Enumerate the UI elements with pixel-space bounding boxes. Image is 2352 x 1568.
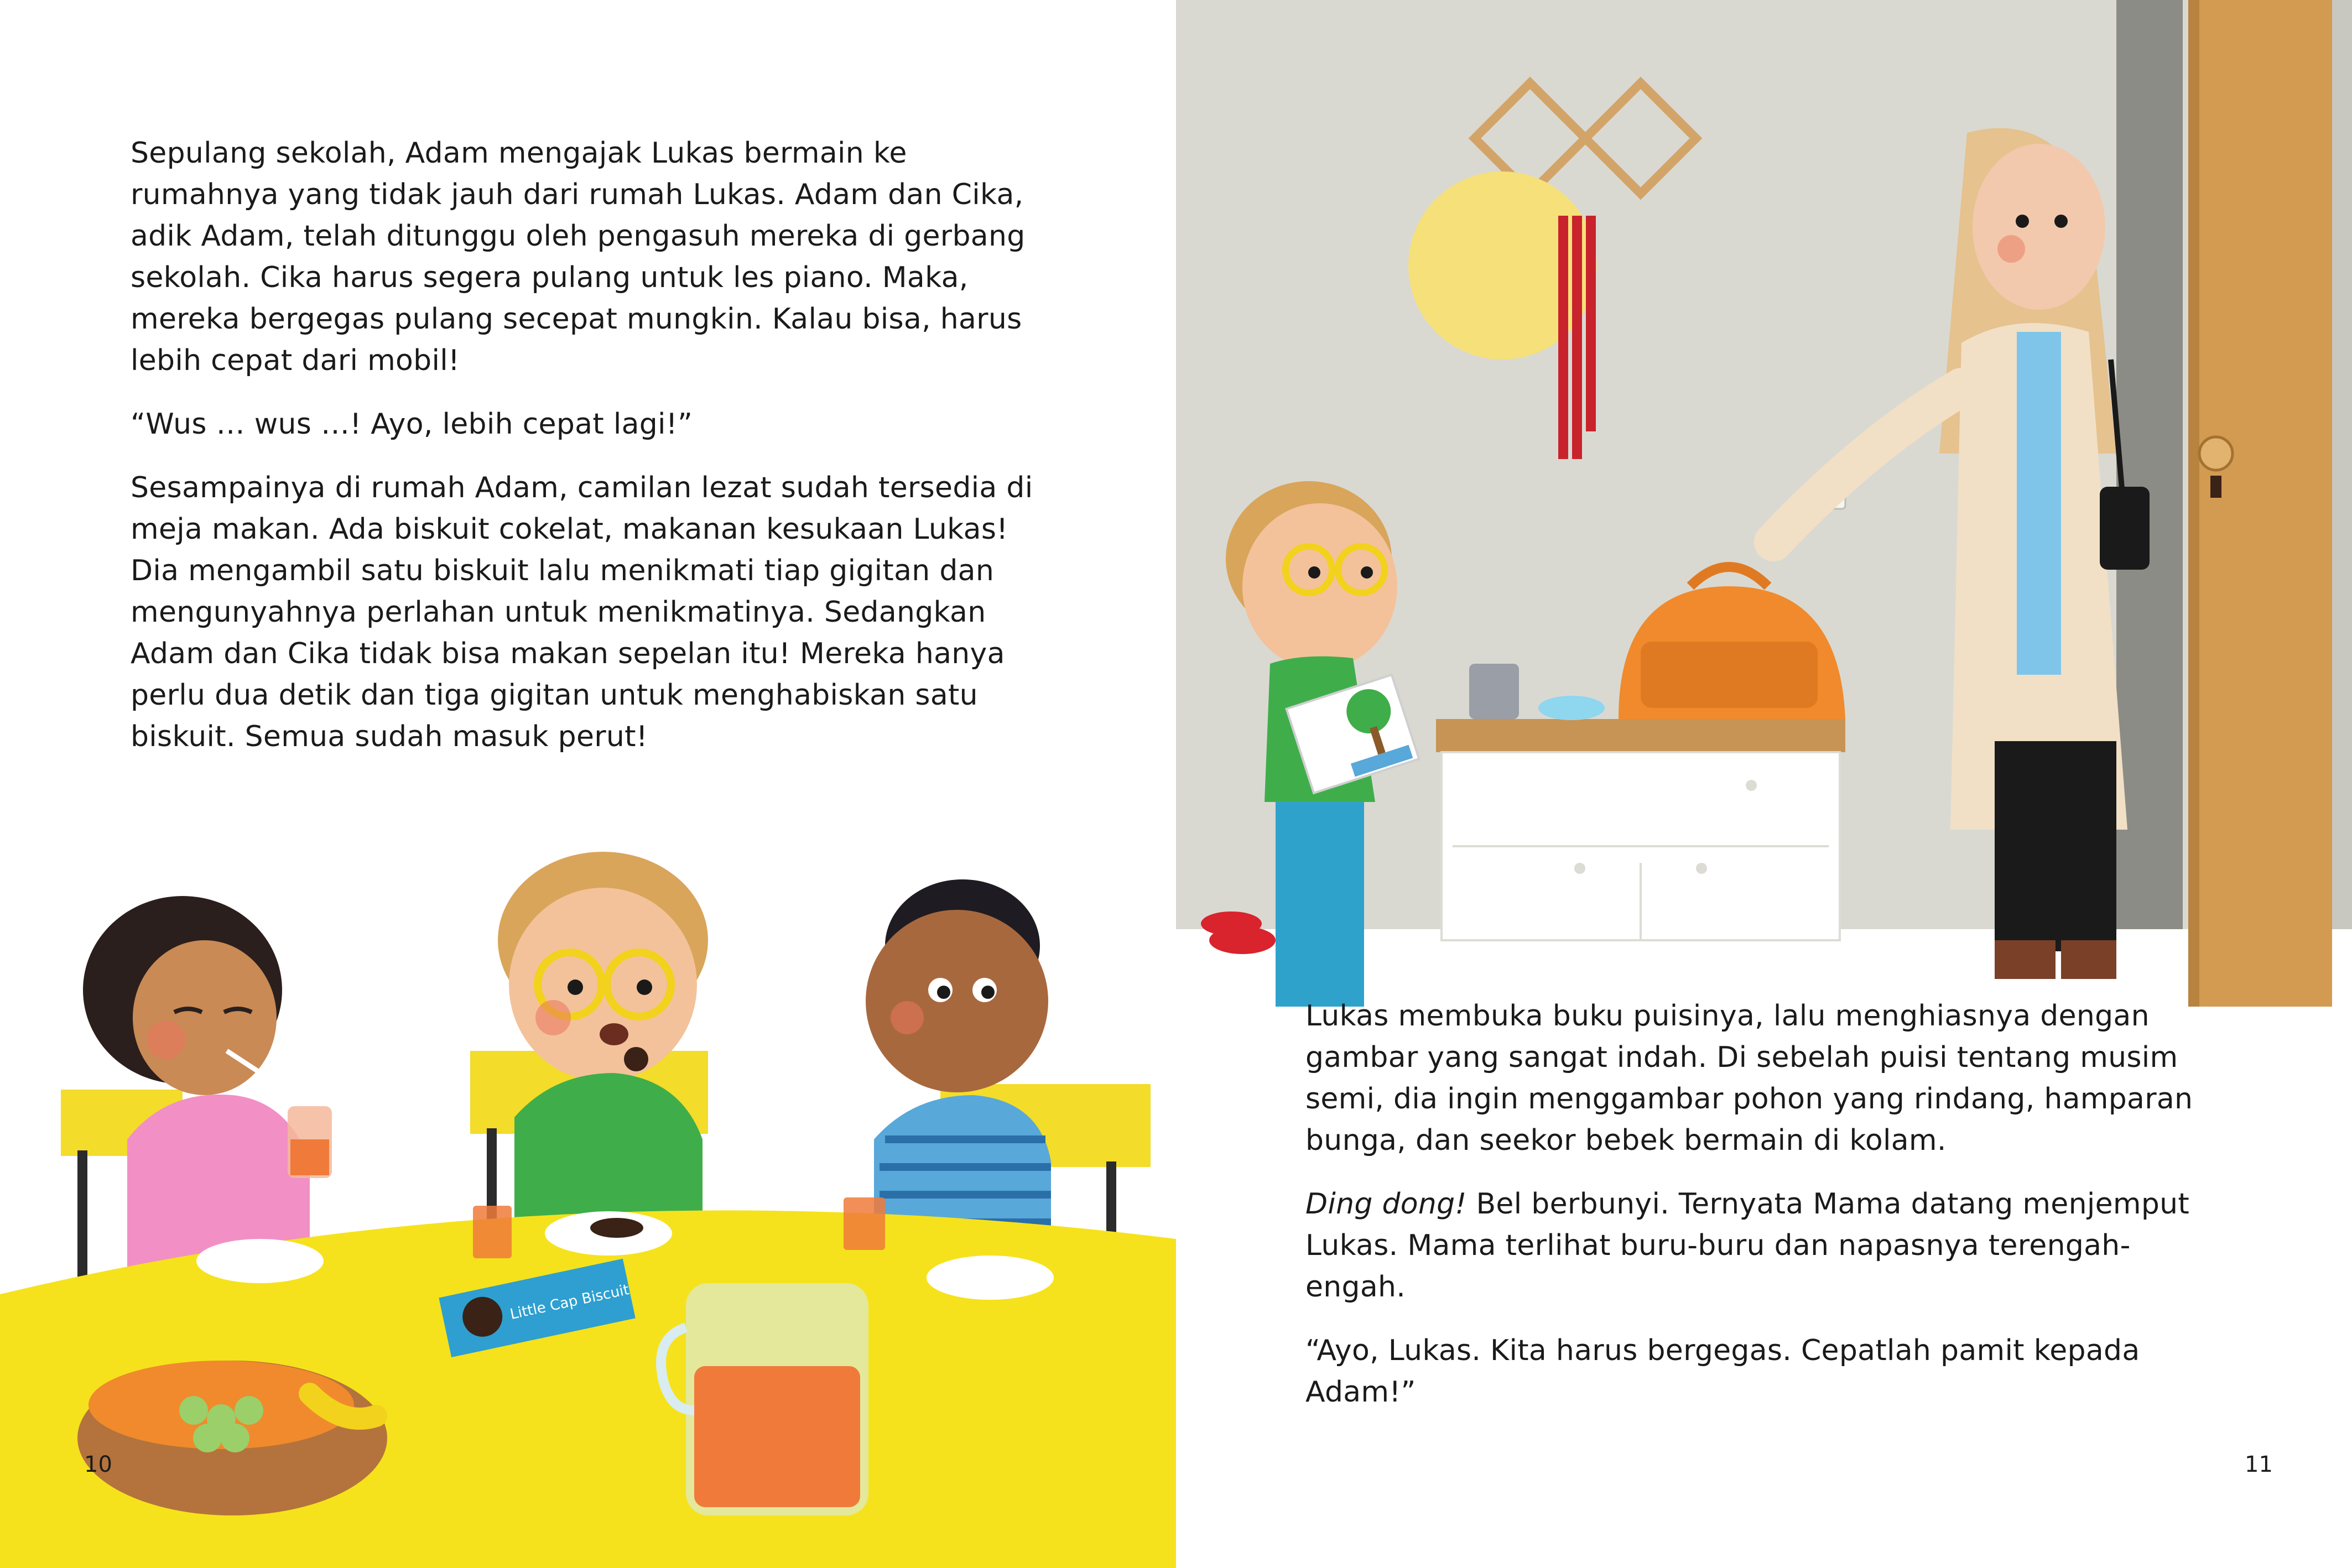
paragraph-3: Sesampainya di rumah Adam, camilan lezat sudah tersedia di meja makan. Ada biskuit cokelat, makanan kesukaan Lukas! Dia mengambil satu biskuit lalu menikmati tiap gigitan dan mengunyahnya perlahan untuk menikmatinya. Sedangkan Adam dan Cika tidak bisa makan sepelan itu! Mereka hanya perlu dua detik dan tiga gigitan untuk menghabiskan satu biskuit. Semua sudah masuk perut! (131, 471, 1033, 753)
boy-adam (866, 879, 1051, 1272)
snack-table-illustration (0, 852, 1176, 1568)
biscuit-box-label: Little Cap Biscuit (508, 1281, 631, 1323)
scarf (1563, 216, 1591, 459)
paragraph-6: “Ayo, Lukas. Kita harus bergegas. Cepatlah pamit kepada Adam!” (1305, 1334, 2140, 1409)
doorway-illustration (1176, 0, 2352, 1023)
bowl (1538, 696, 1605, 720)
glass-left (473, 1206, 512, 1258)
door (2188, 0, 2332, 1007)
cookie (590, 1218, 643, 1238)
cabinet (1436, 719, 1845, 940)
juice-pitcher (661, 1283, 868, 1515)
fruit-basket (77, 1361, 387, 1515)
plant-pot (1469, 664, 1519, 719)
ding-dong-text: Ding dong! (1305, 1187, 1467, 1221)
paragraph-5-rest: Bel berbunyi. Ternyata Mama datang menjemput Lukas. Mama terlihat buru-buru dan napasnya terengah-engah. (1305, 1187, 2190, 1304)
right-page (1176, 0, 2352, 1568)
paragraph-5 (1305, 1184, 2213, 1308)
page-number-left: 10 (84, 1452, 112, 1477)
glass-right (844, 1197, 885, 1250)
page-number-right: 11 (2245, 1452, 2273, 1477)
paragraph-4: Lukas membuka buku puisinya, lalu menghiasnya dengan gambar yang sangat indah. Di sebelah puisi tentang musim semi, dia ingin menggambar pohon yang rindang, hamparan bunga, dan seekor bebek bermain di kolam. (1305, 999, 2193, 1157)
door-knob-icon (2199, 437, 2233, 470)
plate-left (196, 1239, 324, 1283)
paragraph-2: “Wus … wus …! Ayo, lebih cepat lagi!” (131, 408, 693, 441)
paragraph-1: Sepulang sekolah, Adam mengajak Lukas bermain ke rumahnya yang tidak jauh dari rumah Lukas. Adam dan Cika, adik Adam, telah ditunggu oleh pengasuh mereka di gerbang sekolah. Cika harus segera pulang untuk les piano. Maka, mereka bergegas pulang secepat mungkin. Kalau bisa, harus lebih cepat dari mobil! (131, 137, 1026, 377)
right-page-text (1305, 996, 2213, 1435)
left-page-text (131, 133, 1060, 780)
plate-right (927, 1256, 1054, 1300)
